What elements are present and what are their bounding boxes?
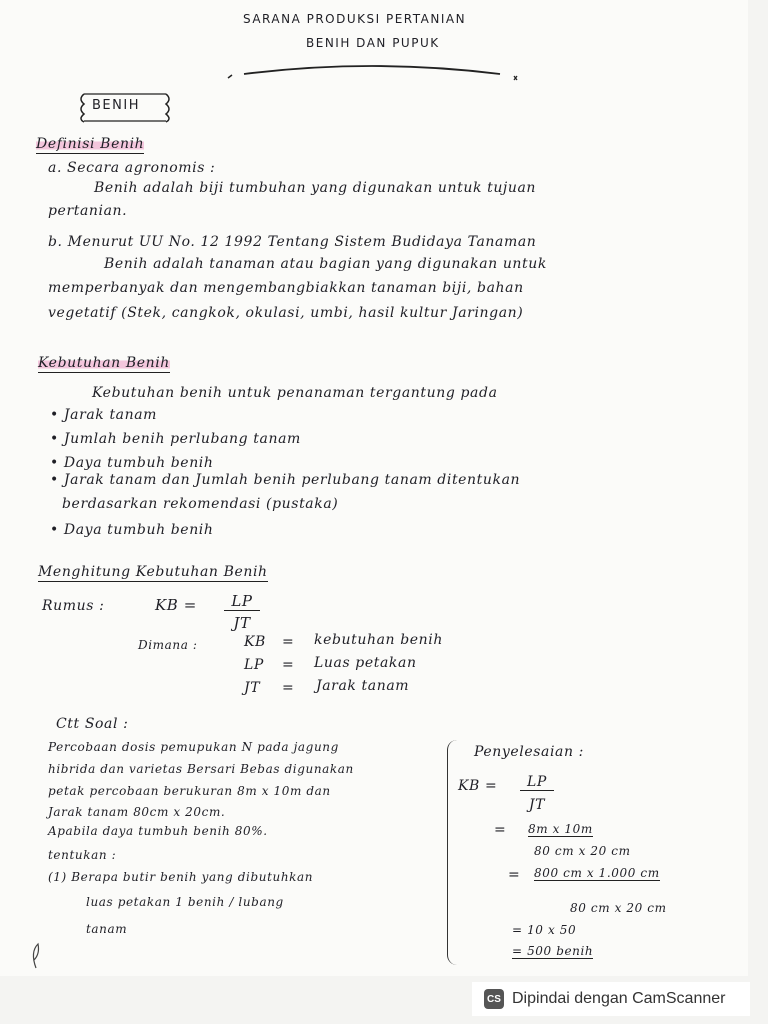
kebutuhan-bullet-4: • Jarak tanam dan Jumlah benih perlubang tanam ditentukan <box>50 472 521 488</box>
kebutuhan-intro: Kebutuhan benih untuk penanaman tergantung pada <box>92 385 498 401</box>
calc-line: = 10 x 50 <box>512 923 577 937</box>
def-kb-eq: = <box>282 634 295 650</box>
definisi-a-line1: Benih adalah biji tumbuhan yang digunakan untuk tujuan <box>94 180 537 196</box>
document-subtitle: BENIH DAN PUPUK <box>306 36 440 50</box>
formula-kb: KB = <box>155 596 197 614</box>
formula-jt: JT <box>233 614 251 632</box>
penyelesaian-bracket <box>447 740 458 965</box>
formula-lp: LP <box>224 592 260 611</box>
kebutuhan-bullet-1: • Jarak tanam <box>50 407 158 423</box>
camscanner-watermark <box>472 982 750 1016</box>
result-line: = 500 benih <box>512 944 594 958</box>
soal-line-6: tentukan : <box>48 848 117 862</box>
solution-jt: JT <box>528 797 546 813</box>
def-lp-eq: = <box>282 657 295 673</box>
step2-eq: = <box>508 867 521 883</box>
definisi-b-line1: Benih adalah tanaman atau bagian yang digunakan untuk <box>104 256 547 272</box>
def-jt-sym: JT <box>244 680 261 696</box>
margin-mark <box>28 940 42 970</box>
soal-line-3: petak percobaan berukuran 8m x 10m dan <box>48 784 331 798</box>
def-jt-eq: = <box>282 680 295 696</box>
soal-line-9: tanam <box>86 922 128 936</box>
watermark-text: Dipindai dengan CamScanner <box>512 990 726 1007</box>
soal-line-4: Jarak tanam 80cm x 20cm. <box>48 805 226 819</box>
kebutuhan-bullet-5: • Daya tumbuh benih <box>50 522 214 538</box>
step1-denominator: 80 cm x 20 cm <box>534 844 631 858</box>
def-jt-text: Jarak tanam <box>316 678 410 694</box>
definisi-heading: Definisi Benih <box>36 136 145 152</box>
def-kb-sym: KB <box>244 634 266 650</box>
step1-numerator: 8m x 10m <box>528 822 593 836</box>
penyelesaian-heading: Penyelesaian : <box>474 744 584 760</box>
document-title: SARANA PRODUKSI PERTANIAN <box>243 12 467 26</box>
kebutuhan-heading: Kebutuhan Benih <box>38 355 170 371</box>
title-divider <box>222 62 522 84</box>
definisi-a-line2: pertanian. <box>48 203 128 219</box>
solution-lp: LP <box>520 774 554 791</box>
kebutuhan-bullet-4-cont: berdasarkan rekomendasi (pustaka) <box>62 496 339 512</box>
section-heading-benih: BENIH <box>92 98 140 113</box>
rumus-label: Rumus : <box>42 598 105 614</box>
kebutuhan-bullet-2: • Jumlah benih perlubang tanam <box>50 431 301 447</box>
soal-heading: Ctt Soal : <box>56 716 129 732</box>
soal-line-1: Percobaan dosis pemupukan N pada jagung <box>48 740 339 754</box>
def-lp-sym: LP <box>244 657 264 673</box>
soal-line-2: hibrida dan varietas Bersari Bebas digunakan <box>48 762 354 776</box>
def-lp-text: Luas petakan <box>314 655 417 671</box>
definisi-b-line2: memperbanyak dan mengembangbiakkan tanaman biji, bahan <box>48 280 524 296</box>
definisi-b-line3: vegetatif (Stek, cangkok, okulasi, umbi, hasil kultur Jaringan) <box>48 305 524 321</box>
soal-line-7: (1) Berapa butir benih yang dibutuhkan <box>48 870 314 884</box>
def-kb-text: kebutuhan benih <box>314 632 443 648</box>
dimana-label: Dimana : <box>138 638 198 652</box>
definisi-a-label: a. Secara agronomis : <box>48 160 216 176</box>
step1-eq: = <box>494 822 507 838</box>
soal-line-8: luas petakan 1 benih / lubang <box>86 895 284 909</box>
step2-numerator: 800 cm x 1.000 cm <box>534 866 660 880</box>
soal-line-5: Apabila daya tumbuh benih 80%. <box>48 824 268 838</box>
definisi-b-label: b. Menurut UU No. 12 1992 Tentang Sistem Budidaya Tanaman <box>48 234 537 250</box>
camscanner-logo-icon: CS <box>484 989 504 1009</box>
menghitung-heading: Menghitung Kebutuhan Benih <box>38 564 268 580</box>
solution-kb: KB = <box>458 778 498 794</box>
step2-denominator: 80 cm x 20 cm <box>570 901 667 915</box>
kebutuhan-bullet-3: • Daya tumbuh benih <box>50 455 214 471</box>
